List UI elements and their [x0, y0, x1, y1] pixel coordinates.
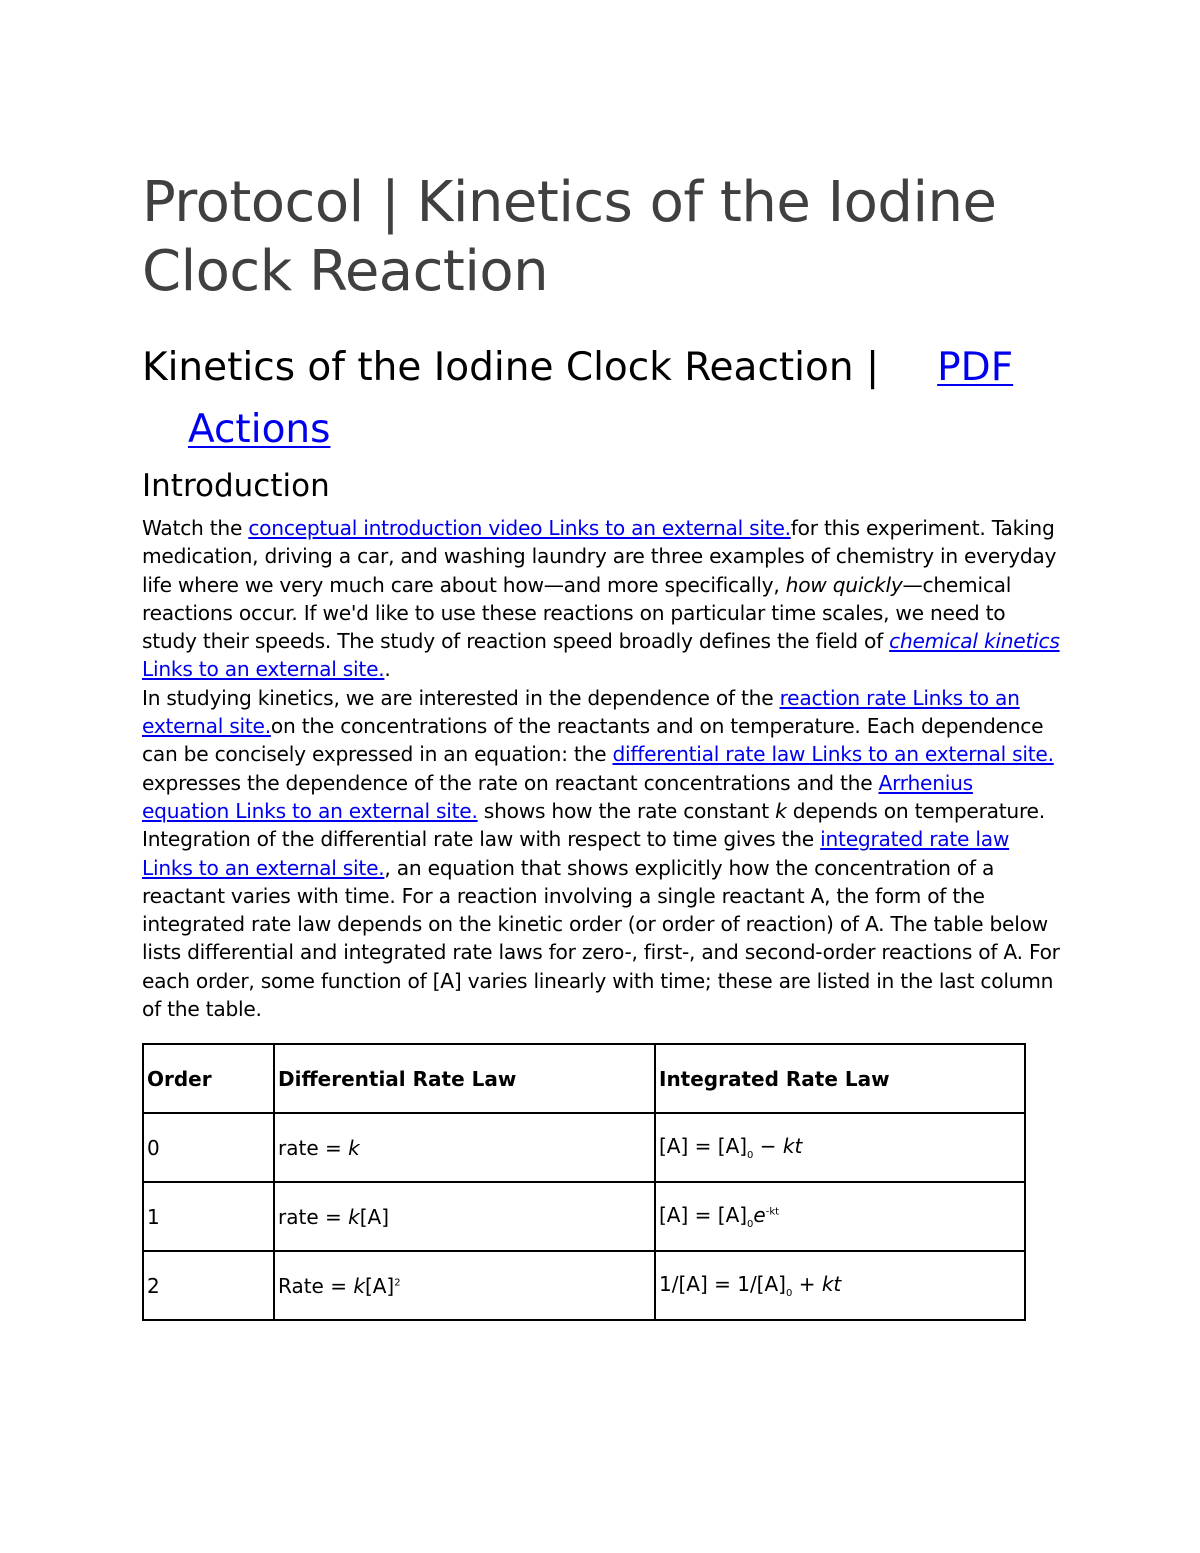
- text: Rate =: [278, 1273, 354, 1298]
- text: rate =: [278, 1204, 349, 1229]
- text: −: [753, 1134, 783, 1158]
- text: , an equation that shows explicitly how the concentration of a reactant varies with time. For a reaction involving a single reactant A, the form of the integrated rate law depends on the kinetic order (or order of reaction) of A. The table below lists differential and integrated rate laws for zero-, first-, and second-order reactions of A. For each order, some function of [A] varies linearly with time; these are listed in the last column of the table.: [142, 855, 1060, 1022]
- text: for this experiment. Taking medication, driving a car, and washing laundry are three examples of chemistry in everyday life where we very much care about how—and more specifically,: [142, 516, 1057, 597]
- k-symbol: k: [348, 1204, 360, 1229]
- integrated-cell: [655, 1251, 1025, 1320]
- section-heading-introduction: Introduction: [142, 468, 330, 504]
- emphasis: how quickly: [785, 572, 903, 597]
- text: .: [384, 657, 391, 682]
- text: on the concentrations of the reactants and on temperature. Each dependence can be concisely expressed in an equation: the: [142, 714, 1044, 767]
- introduction-body: [142, 514, 1062, 1023]
- differential-cell: [274, 1182, 655, 1251]
- differential-cell: [274, 1113, 655, 1182]
- subscript: 0: [747, 1150, 754, 1161]
- term: kt: [782, 1134, 803, 1158]
- conceptual-video-link[interactable]: conceptual introduction video Links to an external site.: [248, 516, 791, 540]
- table-row: [143, 1251, 1025, 1320]
- text: [A]: [364, 1273, 395, 1298]
- text: Watch the: [142, 516, 249, 540]
- k-symbol: k: [348, 1135, 360, 1160]
- text: rate =: [278, 1135, 349, 1160]
- page-title: Protocol | Kinetics of the Iodine Clock Reaction: [142, 170, 997, 304]
- paragraph-1: [142, 514, 1062, 684]
- paragraph-2: [142, 684, 1062, 1024]
- text: expresses the dependence of the rate on reactant concentrations and the: [142, 770, 879, 795]
- pdf-link[interactable]: PDF: [937, 345, 1014, 390]
- integrated-cell: [655, 1113, 1025, 1182]
- actions-link[interactable]: Actions: [188, 407, 331, 452]
- table-row: [143, 1182, 1025, 1251]
- table-header-row: [143, 1044, 1025, 1113]
- text: In studying kinetics, we are interested in the dependence of the: [142, 685, 780, 710]
- text: depends on temperature. Integration of the differential rate law with respect to time gives the: [142, 798, 1045, 852]
- document-page: [142, 168, 1062, 1023]
- text: +: [792, 1272, 822, 1296]
- table-row: [143, 1113, 1025, 1182]
- text: [A]: [359, 1204, 389, 1229]
- superscript: -kt: [765, 1206, 780, 1218]
- text: 1/[A] = 1/[A]: [659, 1272, 786, 1296]
- integrated-cell: [655, 1182, 1025, 1251]
- rate-constant-symbol: k: [775, 798, 787, 823]
- link-emphasis: chemical kinetics: [889, 629, 1060, 654]
- differential-rate-law-link[interactable]: differential rate law Links to an external site.: [612, 742, 1054, 767]
- rate-laws-table: [142, 1043, 1026, 1321]
- text: [A] = [A]: [659, 1134, 748, 1158]
- order-cell: 2: [143, 1251, 274, 1320]
- reaction-rate-link[interactable]: reaction rate Links to an external site.: [142, 685, 1020, 739]
- order-cell: 1: [143, 1182, 274, 1251]
- order-cell: 0: [143, 1113, 274, 1182]
- subscript: 0: [785, 1288, 793, 1299]
- header-differential-rate-law: Differential Rate Law: [274, 1044, 655, 1113]
- term: kt: [821, 1272, 842, 1296]
- link-text: Links to an external site.: [142, 657, 385, 682]
- header-integrated-rate-law: Integrated Rate Law: [655, 1044, 1025, 1113]
- subtitle-row: [142, 337, 1062, 461]
- differential-cell: [274, 1251, 655, 1320]
- arrhenius-equation-link[interactable]: Arrhenius equation Links to an external site.: [142, 770, 973, 823]
- subscript: 0: [747, 1219, 754, 1230]
- text: [A] = [A]: [659, 1203, 748, 1227]
- integrated-rate-law-link[interactable]: integrated rate law Links to an external site.: [142, 827, 1010, 880]
- term: e: [753, 1203, 766, 1227]
- text: —chemical reactions occur. If we'd like to use these reactions on particular time scales, we need to study their speeds. The study of reaction speed broadly defines the field of: [142, 572, 1012, 654]
- subtitle: Kinetics of the Iodine Clock Reaction |: [142, 345, 880, 390]
- k-symbol: k: [353, 1273, 365, 1298]
- superscript: 2: [394, 1276, 401, 1288]
- header-order: Order: [143, 1044, 274, 1113]
- text: shows how the rate constant: [477, 798, 776, 823]
